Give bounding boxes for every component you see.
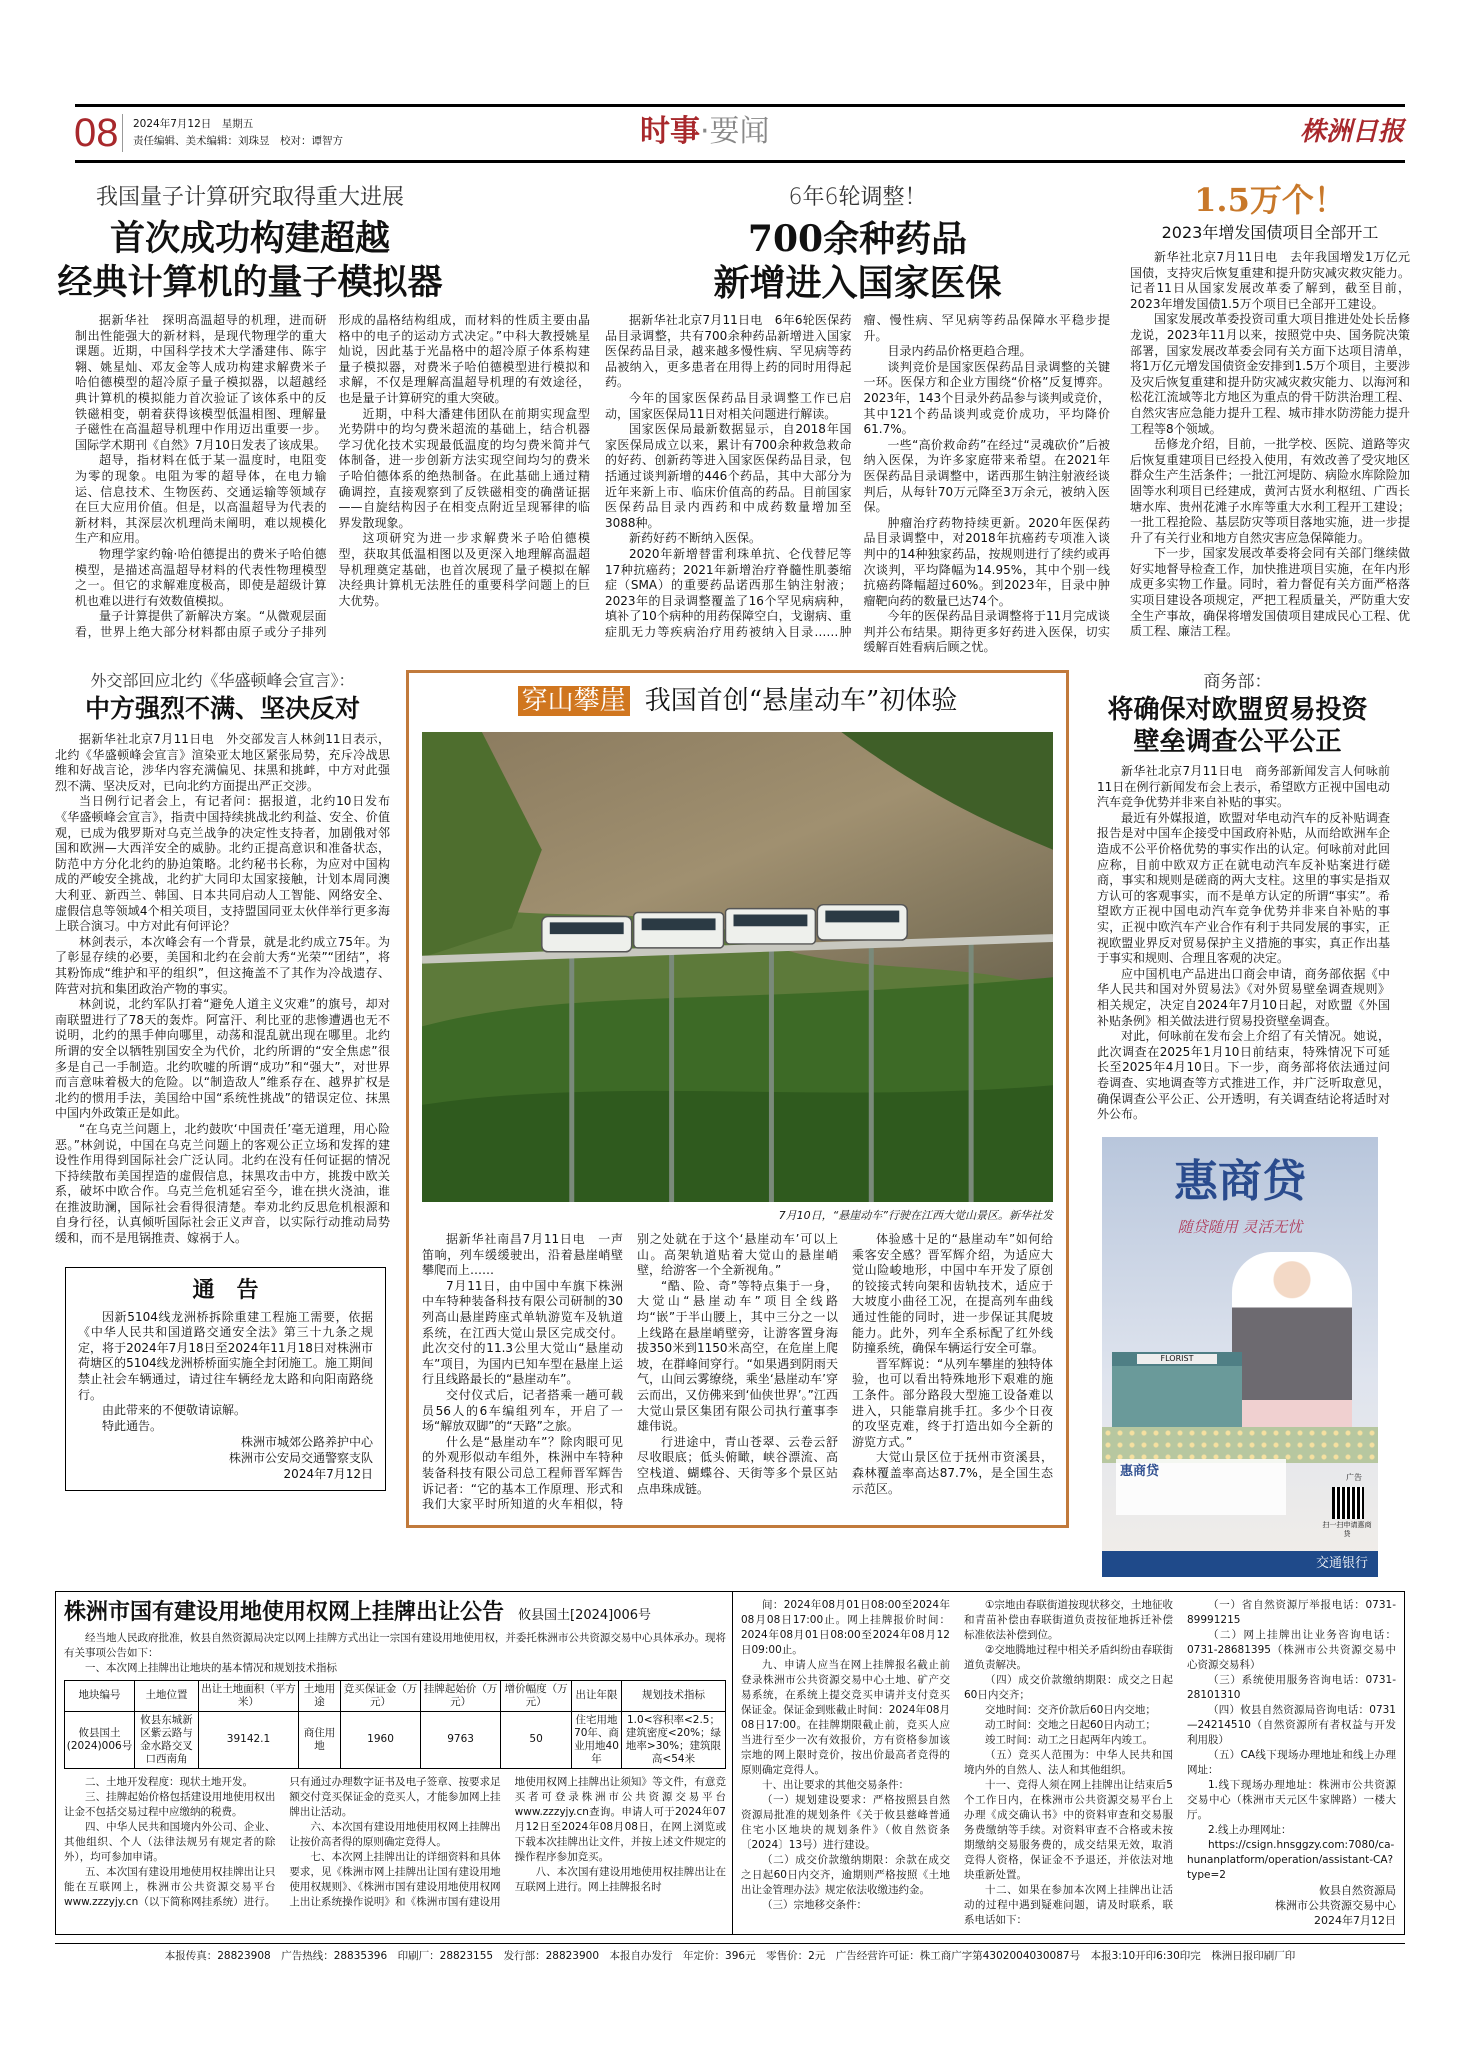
paragraph: 今年的国家医保药品目录调整工作已启动，国家医保局11日对相关问题进行解读。: [605, 390, 852, 421]
issue-date: 2024年7月12日 星期五: [133, 118, 254, 130]
commerce-article-body: [1097, 764, 1390, 1123]
paragraph: 八、本次国有建设用地使用权挂牌出让在互联网上进行。网上挂牌报名时: [514, 1865, 726, 1893]
quantum-article: [55, 180, 595, 640]
cliff-train-photo: [422, 732, 1053, 1202]
paragraph: ②交地腾地过程中相关矛盾纠纷由春联街道负责解决。: [964, 1643, 1173, 1671]
commerce-headline-2: 壁垒调查公平公正: [1133, 727, 1342, 758]
drug-kicker: 6年6轮调整！: [788, 185, 927, 210]
paragraph: “酷、险、奇”等特点集于一身，大觉山“悬崖动车”项目全线路均“嵌”于半山腰上，其中三分之一以上线路在悬崖峭壁旁，让游客置身海拔350米到1150米高空，在危崖上爬坡，在群峰间穿行。“如果遇到阴雨天气，山间云雾缭绕，乘坐‘悬崖动车’穿云而出，又仿佛来到‘仙侠世界’。”江西大觉山景区集团有限公司执行董事李雄伟说。: [637, 1278, 838, 1434]
notice-signers: [78, 1434, 373, 1482]
nato-article-body: [55, 732, 390, 1247]
land-doc-number: 攸县国土[2024]006号: [518, 1607, 652, 1623]
paragraph: 什么是“悬崖动车”？除肉眼可见的外观形似动车组外，株洲中车特种装备科技有限公司总工程师晋军辉告诉记者：“它的基本工作原理、形式和我们大家平时所知道的火车相似，特别之处就在于这个‘悬崖动车’可以上山。高架轨道贴着大觉山的悬崖峭壁，给游客一个全新视角。”: [422, 1232, 838, 1512]
paragraph: 据新华社南昌7月11日电 一声笛响，列车缓缓驶出，沿着悬崖峭壁攀爬而上……: [422, 1232, 623, 1278]
bonds-headline: 1.5万个！: [1194, 181, 1346, 219]
land-title-row: [64, 1598, 726, 1631]
notice-signer: 株洲市公安局交通警察支队: [228, 1451, 373, 1466]
ad-shop-sign: FLORIST: [1137, 1354, 1217, 1364]
td: 1.0<容积率<2.5；建筑密度<20%；绿地率>30%；建筑限高<54米: [622, 1711, 726, 1768]
paragraph: 对此，何咏前在发布会上介绍了有关情况。她说，此次调查在2025年1月10日前结束，特殊情况下可延长至2025年4月10日。下一步，商务部将依法通过问卷调查、实地调查等方式推进工作，并广泛听取意见，确保调查公平公正、公开透明，有关调查结论将适时对外公布。: [1097, 1029, 1390, 1122]
paragraph: （四）成交价款缴纳期限：成交之日起60日内交齐；: [964, 1673, 1173, 1701]
ad-label: 广告: [1346, 1472, 1362, 1482]
paragraph: 二、土地开发程度：现状土地开发。: [85, 1775, 253, 1788]
qr-caption: 扫一扫申请惠商贷: [1322, 1520, 1372, 1538]
quantum-headline-1: 首次成功构建超越: [109, 218, 390, 259]
quantum-kicker: 我国量子计算研究取得重大进展: [95, 185, 404, 210]
masthead-divider: [122, 114, 123, 152]
commerce-kicker: 商务部：: [1203, 672, 1272, 693]
paragraph: 据新华社北京7月11日电 6年6轮医保药品目录调整，共有700余种药品新增进入国家医保药品目录，越来越多慢性病、罕见病等药品被纳入，更多患者在用得上药的同时用得起药。: [605, 313, 852, 390]
td: 1960: [340, 1711, 420, 1768]
paragraph: 因新5104线龙洲桥拆除重建工程施工需要，依据《中华人民共和国道路交通安全法》第三十九条之规定，将于2024年7月18日至2024年11月18日对株洲市荷塘区的5104线龙洲桥桥面实施全封闭施工。施工期间禁止社会车辆通过，请过往车辆经龙太路和向阳南路绕行。: [78, 1309, 373, 1402]
paragraph: 十二、如果在参加本次网上挂牌出让活动的过程中遇到疑难问题，请及时联系，联系电话如下：: [964, 1883, 1173, 1926]
section-sub: ·要闻: [700, 114, 770, 149]
bank-logo-bar: [1102, 1551, 1378, 1577]
quantum-article-head: [55, 180, 445, 305]
land-right-paras: [741, 1598, 1396, 1928]
newspaper-logo: 株洲日报: [1300, 117, 1405, 147]
ad-info-card: [1116, 1459, 1286, 1515]
paragraph: 大觉山景区位于抚州市资溪县，森林覆盖率高达87.7%，是全国生态示范区。: [852, 1450, 1053, 1496]
paragraph: 岳修龙介绍，目前，一批学校、医院、道路等灾后恢复重建项目已经投入使用，有效改善了受灾地区群众生产生活条件；一批江河堤防、病险水库除险加固等水利项目已经建成，黄河古贤水利枢纽、广西长塘水库、贵州花滩子水库等重大水利工程开工建设；一批工程抢险、基层防灾等项目落地实施，进一步提升了有关行业和地方自然灾害应急保障能力。: [1130, 437, 1410, 545]
notice-body: [78, 1310, 373, 1435]
land-table-header: [65, 1680, 726, 1711]
drug-headline-1: 700余种药品: [747, 218, 968, 260]
paragraph: 量子计算提供了新解决方案。“从微观层面看，世界上绝大部分材料都由原子或分子排列形成的晶格结构组成，而材料的性质主要由晶格中的电子的运动方式决定。”中科大教授姚星灿说，因此基于光晶格中的超冷原子体系构建量子模拟器，对费米子哈伯德模型进行模拟和求解，不仅是理解高温超导机理的有效途径，也是量子计算研究的重大突破。: [75, 313, 590, 639]
paragraph: 据新华社北京7月11日电 外交部发言人林剑11日表示，北约《华盛顿峰会宣言》渲染亚太地区紧张局势，充斥冷战思维和好战言论，涉华内容充满偏见、抹黑和挑衅，中方对此强烈不满、坚决反对，已向北约方面提出严正交涉。: [55, 732, 390, 793]
land-signer: 攸县自然资源局: [1319, 1883, 1396, 1897]
ad-flowers: [1102, 1427, 1378, 1463]
paragraph: 1.线下现场办理地址：株洲市公共资源交易中心（株洲市天元区牛家牌路）一楼大厅。: [1187, 1778, 1396, 1821]
drug-article-body: [605, 313, 1110, 656]
paragraph: 物理学家约翰·哈伯德提出的费米子哈伯德模型，是描述高温超导材料的代表性物理模型之一。但它的求解难度极高，即使是超级计算机也难以进行有效数值模拟。: [75, 546, 327, 608]
paragraph: 由此带来的不便敬请谅解。: [102, 1403, 247, 1418]
land-title: 株洲市国有建设用地使用权网上挂牌出让公告: [64, 1599, 505, 1625]
land-body-left: [64, 1775, 726, 1910]
bank-name: 交通银行: [1315, 1555, 1368, 1571]
section-main: 时事: [640, 114, 700, 149]
paragraph: （二）网上挂牌出让业务咨询电话：0731-28681395（株洲市公共资源交易中心资源交易科）: [1187, 1628, 1396, 1671]
paragraph: 十一、竞得人须在网上挂牌出让结束后5个工作日内，在株洲市公共资源交易平台上办理《成交确认书》中的资料审查和交易服务费缴纳等手续。对资料审查不合格或未按期缴纳交易服务费的，成交结果无效，取消竞得人资格，保证金不予退还，并依法对地块重新处置。: [964, 1778, 1173, 1881]
paragraph: 超导，指材料在低于某一温度时，电阻变为零的现象。电阻为零的超导体，在电力输运、信息技术、生物医药、交通运输等领域存在巨大应用价值。但是，以高温超导为代表的新材料，其深层次机理尚未阐明，难以规模化生产和应用。: [75, 453, 327, 546]
paragraph: 国家发展改革委投资司重大项目推进处处长岳修龙说，2023年11月以来，按照党中央、国务院决策部署，国家发展改革委会同有关方面下达项目清单，将1万亿元增发国债资金安排到1.5万个项目，主要涉及灾后恢复重建和提升防灾减灾救灾能力、以海河和松花江流域等北方地区为重点的骨干防洪治理工程、自然灾害应急能力提升工程、城市排水防涝能力提升工程等8个领域。: [1130, 312, 1410, 436]
paragraph: 林剑说，北约军队打着“避免人道主义灾难”的旗号，却对南联盟进行了78天的轰炸。阿富汗、利比亚的悲惨遭遇也无不说明，北约的黑手伸向哪里，动荡和混乱就出现在哪里。北约所谓的安全以牺牲别国安全为代价，北约所谓的“安全焦虑”很多是自己一手制造。北约吹嘘的所谓“成功”和“强大”，对世界而言意味着极大的危险。以“制造敌人”维系存在、越界扩权是北约的惯用手法，美国给中国“系统性挑战”的错误定位、抹黑中国内外政策正是如此。: [55, 997, 390, 1121]
middle-row: [55, 670, 1410, 1577]
th: 土地用途: [298, 1680, 340, 1711]
paragraph: 动工时间：交地之日起60日内动工；: [985, 1718, 1156, 1731]
paragraph: 交地时间：交齐价款后60日内交地；: [985, 1703, 1156, 1716]
qr-code[interactable]: [1332, 1487, 1364, 1519]
nato-kicker: 外交部回应北约《华盛顿峰会宣言》：: [90, 671, 355, 691]
paragraph: 据新华社 探明高温超导的机理，进而研制出性能强大的新材料，是现代物理学的重大课题。近期，中国科学技术大学潘建伟、陈宇翱、姚星灿、邓友金等人成功构建求解费米子哈伯德模型的超冷原子量子模拟器，以超越经典计算机的模拟能力首次验证了该体系中的反铁磁相变，朝着获得该模型低温相图、理解量子磁性在高温超导机理中作用迈出重要一步。国际学术期刊《自然》7月10日发表了该成果。: [75, 313, 327, 452]
footer-info: 本报传真：28823908 广告热线：28835396 印刷厂：28823155 发行部：28823900 本报自办发行 年定价：396元 零售价：2元 广告经营许可证：株工商广字第4302004030087号 本报3:10开印6:30印完 株洲日报印刷厂印: [164, 1949, 1296, 1962]
paragraph: 交付仪式后，记者搭乘一趟可载员56人的6车编组列车，开启了一场“解放双脚”的“天路”之旅。: [422, 1388, 623, 1434]
masthead-bottom-rule: [75, 160, 1405, 163]
td: 住宅用地70年、商业用地40年: [572, 1711, 622, 1768]
paragraph: （四）攸县自然资源局咨询电话：0731—24214510（自然资源所有者权益与开发利用股）: [1187, 1703, 1396, 1746]
paragraph: 近期，中科大潘建伟团队在前期实现盒型光势阱中的均匀费米超流的基础上，结合机器学习优化技术实现最低温度的均匀费米简并气体制备，进一步创新方法实现空间均匀的费米子哈伯德体系的绝热制备。在此基础上通过精确调控，直接观察到了反铁磁相变的确凿证据——自旋结构因子在相变点附近呈现幂律的临界发散现象。: [338, 406, 590, 530]
right-column: [1085, 670, 1390, 1577]
paragraph: （五）CA线下现场办理地址和线上办理网址：: [1187, 1748, 1396, 1776]
land-table: [64, 1680, 726, 1769]
paragraph: 晋军辉说：“从列车攀崖的独特体验，也可以看出特殊地形下艰难的施工条件。部分路段大型施工设备难以进入，只能靠肩挑手扛。多少个日夜的攻坚克难，终于打造出如今全新的游览方式。”: [852, 1356, 1053, 1449]
bonds-article-body: [1130, 250, 1410, 640]
land-body-right: [741, 1598, 1396, 1928]
ad-brand: 惠商贷: [1174, 1155, 1306, 1207]
paragraph: 体验感十足的“悬崖动车”如何给乘客安全感？晋军辉介绍，为适应大觉山险峻地形，中国中车开发了原创的铰接式转向架和齿轨技术，适应于大坡度小曲径工况，在提高列车曲线通过性能的同时，进一步保证其爬坡能力。此外，列车全系标配了红外线防撞系统，确保车辆运行安全可靠。: [852, 1232, 1053, 1356]
drug-article: [605, 180, 1110, 656]
paragraph: 五、本次国有建设用地使用权挂牌出让只能在互联网上，株洲市公共资源交易平台www.zzzyjy.cn（以下简称网挂系统）进行。只有通过办理数字证书及电子签章、按要求足额交付竞买保证金的竞买人，才能参加网上挂牌出让活动。: [64, 1775, 501, 1908]
feature-headline: 我国首创“悬崖动车”初体验: [644, 686, 958, 717]
feature-title: [422, 683, 1053, 722]
feature-body: [422, 1232, 1053, 1513]
th: 增价幅度（万元）: [501, 1680, 572, 1711]
ad-woman-figure: [1232, 1252, 1352, 1437]
table-row: [65, 1711, 726, 1768]
nato-article-head: [55, 670, 390, 726]
paragraph: 林剑表示，本次峰会有一个背景，就是北约成立75年。为了彰显存续的必要，美国和北约在会前大秀“光荣”“团结”，将其粉饰成“维护和平的组织”，但这掩盖不了其作为冷战遗存、阵营对抗和集团政治产物的事实。: [55, 934, 390, 996]
paragraph: 当日例行记者会上，有记者问：据报道，北约10日发布《华盛顿峰会宣言》，指责中国持续挑战北约利益、安全、价值观，已成为俄罗斯对乌克兰战争的决定性支持者，加剧俄对邻国和欧洲—大西洋安全的威胁。北约正提高意识和准备状态，防范中方分化北约的胁迫策略。北约秘书长称，为应对中国构成的严峻安全挑战，北约扩大同印太国家接触，计划本周同澳大利亚、新西兰、韩国、日本共同启动人工智能、网络安全、虚假信息等领域4个相关项目，支持盟国同亚太伙伴举行更多海上联合演习。中方对此有何评论？: [55, 794, 390, 934]
td: 攸县东城新区紫云路与金水路交叉口西南角: [135, 1711, 199, 1768]
bonds-article-head: [1130, 180, 1410, 244]
editor-credits: 责任编辑、美术编辑：刘珠昱 校对：谭智方: [133, 135, 343, 147]
paragraph: 间：2024年08月01日08:00至2024年08月08日17:00止。网上挂牌报价时间：2024年08月01日08:00至2024年08月12日09:00止。: [741, 1598, 950, 1656]
page-number: 08: [74, 111, 119, 155]
paragraph: （一）规划建设要求：严格按照县自然资源局批准的规划条件《关于攸县慈峰普通住宅小区地块的规划条件》（攸自然资条〔2024〕13号）进行建设。: [741, 1793, 950, 1851]
land-signers: [1187, 1883, 1396, 1928]
land-auction-notice: [55, 1591, 1405, 1935]
bonds-subtitle: 2023年增发国债项目全部开工: [1161, 223, 1379, 242]
land-left-block: [56, 1592, 732, 1916]
drug-article-head: [605, 180, 1110, 305]
nato-headline: 中方强烈不满、坚决反对: [84, 694, 360, 724]
masthead-info: [133, 116, 343, 150]
paragraph: （一）省自然资源厅举报电话：0731-89991215: [1187, 1598, 1396, 1626]
page-content: [55, 180, 1410, 1964]
paragraph: 四、中华人民共和国境内外公司、企业、其他组织、个人（法律法规另有规定者的除外），均可参加申请。: [64, 1820, 276, 1863]
footer-rule: [55, 1943, 1405, 1944]
paragraph: 肿瘤治疗药物持续更新。2020年医保药品目录调整中，对2018年抗癌药专项准入谈判中的14种独家药品，按规则进行了续约或再次谈判，平均降幅为14.95%，其中个别一线抗癌药降幅超过60%。到2023年，目录中肿瘤靶向药的数量已达74个。: [863, 515, 1110, 608]
paragraph: 九、申请人应当在网上挂牌报名截止前登录株洲市公共资源交易中心土地、矿产交易系统，在系统上提交竞买申请并支付竞买保证金。保证金到账截止时间：2024年08月08日17:00。在挂牌期限截止前，竞买人应当进行至少一次有效报价，方有资格参加该宗地的网上限时竞价，按出价最高者竞得的原则确定竞得人。: [741, 1658, 950, 1776]
th: 规划技术指标: [622, 1680, 726, 1711]
quantum-article-body: [75, 313, 590, 640]
paragraph: “在乌克兰问题上，北约鼓吹‘中国责任’毫无道理，用心险恶。”林剑说，中国在乌克兰问题上的客观公正立场和发挥的建设性作用得到国际社会广泛认同。北约在没有任何证据的情况下持续散布美国捏造的虚假信息，抹黑攻击中方，挑拨中欧关系，破坏中欧合作。乌克兰危机延宕至今，谁在拱火浇油，谁在推波助澜，国际社会看得很清楚。奉劝北约反思危机根源和自身行径，认真倾听国际社会正义声音，以实际行动推动局势缓和，而不是甩锅推责、嫁祸于人。: [55, 1121, 390, 1246]
notice-date: 2024年7月12日: [283, 1467, 373, 1482]
ad-slogan: 随贷随用 灵活无忧: [1177, 1217, 1303, 1236]
td: 商住用地: [298, 1711, 340, 1768]
cliff-train-feature: [406, 670, 1069, 1528]
paragraph: 新华社北京7月11日电 去年我国增发1万亿元国债，支持灾后恢复重建和提升防灾减灾救灾能力。记者11日从国家发展改革委了解到，截至目前，2023年增发国债1.5万个项目已全部开工建设。: [1130, 250, 1410, 311]
th: 挂牌起始价（万元）: [421, 1680, 501, 1711]
paragraph: 这项研究为进一步求解费米子哈伯德模型，获取其低温相图以及更深入地理解高温超导机理奠定基础，也首次展现了量子模拟在解决经典计算机无法胜任的重要科学问题上的巨大优势。: [338, 531, 590, 608]
paragraph: 一些“高价救命药”在经过“灵魂砍价”后被纳入医保，为许多家庭带来希望。在2021年医保药品目录调整中，诺西那生钠注射液经谈判后，从每针70万元降至3万余元，被纳入医保。: [863, 437, 1110, 515]
land-date: 2024年7月12日: [1314, 1913, 1396, 1927]
paragraph: 7月11日，由中国中车旗下株洲中车特种装备科技有限公司研制的30列高山悬崖跨座式单轨游览车及轨道系统，在江西大觉山景区完成交付。此次交付的11.3公里大觉山“悬崖动车”项目，为国内已知车型在悬崖上运行且线路最长的“悬崖动车”。: [422, 1278, 623, 1387]
paragraph: 目录内药品价格更趋合理。: [887, 344, 1032, 359]
paragraph: 新药好药不断纳入医保。: [629, 531, 762, 546]
paragraph: （五）竞买人范围为：中华人民共和国境内外的自然人、法人和其他组织。: [964, 1748, 1173, 1776]
land-section-1: 一、本次网上挂牌出让地块的基本情况和规划技术指标: [85, 1661, 337, 1674]
paragraph: 2.线上办理网址：: [1208, 1823, 1292, 1836]
notice-signer: 株洲市城郊公路养护中心: [240, 1435, 373, 1450]
section-title: [640, 112, 770, 152]
left-column: [55, 670, 390, 1491]
bank-loan-ad[interactable]: [1102, 1137, 1378, 1577]
land-signer: 株洲市公共资源交易中心: [1275, 1898, 1396, 1912]
paragraph: 特此通告。: [102, 1418, 163, 1433]
paragraph: ①宗地由春联街道按现状移交，土地征收和青苗补偿由春联街道负责按征地拆迁补偿标准依法补偿到位。: [964, 1598, 1173, 1641]
paragraph: （三）宗地移交条件：: [762, 1898, 867, 1911]
td: 攸县国土(2024)006号: [65, 1711, 135, 1768]
paragraph: 七、本次网上挂牌出让的详细资料和具体要求，见《株洲市网上挂牌出让国有建设用地使用权规则》、《株洲市国有建设用地使用权网上出让系统操作说明》和《株洲市国有建设用地使用权网上挂牌出让须知》等文件，有意竞买者可登录株洲市公共资源交易平台www.zzzyjy.cn查询。申请人可于2024年07月12日至2024年08月08日，在网上浏览或下载本次挂牌出让文件，并按上述文件规定的操作程序参加竞买。: [289, 1775, 726, 1908]
masthead-top-rule: [75, 104, 1405, 107]
paragraph: （二）成交价款缴纳期限：余款在成交之日起60日内交齐，逾期则严格按照《土地出让金管理办法》规定依法收缴违约金。: [741, 1853, 950, 1896]
land-intro-block: [64, 1631, 726, 1676]
paragraph: 国家医保局最新数据显示，自2018年国家医保局成立以来，累计有700余种救急救命的好药、创新药等进入国家医保药品目录，包括通过谈判新增的446个药品，其中大部分为近年来新上市、临床价值高的药品。目前国家医保药品目录内西药和中成药数量增加至3088种。: [605, 422, 852, 530]
feature-tag: 穿山攀崖: [518, 686, 630, 716]
paragraph: 竣工时间：动工之日起两年内竣工。: [985, 1733, 1153, 1746]
ad-card-title: 惠商贷: [1120, 1463, 1160, 1479]
top-row: [55, 180, 1410, 656]
th: 竞买保证金（万元）: [340, 1680, 420, 1711]
td: 39142.1: [199, 1711, 299, 1768]
td: 9763: [421, 1711, 501, 1768]
paragraph: 2020年新增替雷利珠单抗、仑伐替尼等17种抗癌药；2021年新增治疗脊髓性肌萎缩症（SMA）的重要药品诺西那生钠注射液；2023年的目录调整覆盖了16个罕见病病种，填补了10个病种的用药保障空白，戈谢病、重症肌无力等疾病治疗用药被纳入目录……肿瘤、慢性病、罕见病等药品保障水平稳步提升。: [605, 313, 1110, 639]
th: 土地位置: [135, 1680, 199, 1711]
paragraph: 今年的医保药品目录调整将于11月完成谈判并公布结果。期待更多好药进入医保，切实缓解百姓看病后顾之忧。: [863, 609, 1110, 655]
td: 50: [501, 1711, 572, 1768]
paragraph: 下一步，国家发展改革委将会同有关部门继续做好实地督导检查工作，加快推进项目实施，在年内形成更多实物工作量。同时，着力督促有关方面严格落实项目建设各项规定，严把工程质量关，严防重大安全生产事故，确保将增发国债项目建成民心工程、优质工程、廉洁工程。: [1130, 546, 1410, 639]
commerce-headline-1: 将确保对欧盟贸易投资: [1107, 695, 1368, 726]
road-closure-notice: [65, 1267, 386, 1492]
paragraph: 三、挂牌起始价格包括建设用地使用权出让金不包括交易过程中应缴纳的税费。: [64, 1790, 276, 1818]
paragraph: 六、本次国有建设用地使用权网上挂牌出让按价高者得的原则确定竞得人。: [289, 1820, 501, 1848]
drug-headline-2: 新增进入国家医保: [713, 262, 1002, 304]
paragraph: （三）系统使用服务咨询电话：0731-28101310: [1187, 1673, 1396, 1701]
th: 出让年限: [572, 1680, 622, 1711]
paragraph: https://csign.hnsggzy.com:7080/ca-hunanplatform/operation/assistant-CA?type=2: [1187, 1838, 1395, 1881]
photo-caption: 7月10日，“悬崖动车”行驶在江西大觉山景区。新华社发: [778, 1209, 1053, 1223]
paragraph: 新华社北京7月11日电 商务部新闻发言人何咏前11日在例行新闻发布会上表示，希望欧方正视中国电动汽车竞争优势并非来自补贴的事实。: [1097, 764, 1390, 810]
paragraph: 应中国机电产品进出口商会申请，商务部依据《中华人民共和国对外贸易法》《对外贸易壁垒调查规则》相关规定，决定自2024年7月10日起，对欧盟《外国补贴条例》相关做法进行贸易投资壁垒调查。: [1097, 966, 1390, 1028]
th: 地块编号: [65, 1680, 135, 1711]
land-right-block: [732, 1592, 1404, 1934]
paragraph: 谈判竞价是国家医保药品目录调整的关键一环。医保方和企业方围绕“价格”反复博弈。2023年，143个目录外药品参与谈判或竞价，其中121个药品谈判或竞价成功，平均降价61.7%。: [863, 359, 1110, 437]
paragraph: 最近有外媒报道，欧盟对华电动汽车的反补贴调查报告是对中国车企接受中国政府补贴，从而给欧洲车企造成不公平价格优势的事实作出的认定。何咏前对此回应称，目前中欧双方正在就电动汽车反补贴案进行磋商，事实和规则是磋商的两大支柱。这里的事实是指双方认可的客观事实，而不是单方认定的所谓“事实”。希望欧方正视中国电动汽车竞争优势并非来自补贴的事实，正视中欧汽车产业合作有利于共同发展的事实，正视欧盟业界反对贸易保护主义措施的事实，真正作出基于事实和规则、合理且客观的决定。: [1097, 810, 1390, 966]
th: 出让土地面积（平方米）: [199, 1680, 299, 1711]
quantum-headline-2: 经典计算机的量子模拟器: [57, 262, 443, 303]
land-intro: 经当地人民政府批准，攸县自然资源局决定以网上挂牌方式出让一宗国有建设用地使用权，并委托株洲市公共资源交易中心具体承办。现将有关事项公告如下：: [64, 1631, 726, 1659]
commerce-article-head: [1085, 670, 1390, 758]
notice-title: 通 告: [192, 1277, 259, 1303]
paragraph: 十、出让要求的其他交易条件：: [762, 1778, 909, 1791]
paragraph: 行进途中，青山苍翠、云卷云舒尽收眼底；低头俯瞰，峡谷漂流、高空栈道、蝴蝶谷、天街等多个景区站点串珠成链。: [637, 1434, 838, 1496]
bonds-article: [1120, 180, 1410, 640]
